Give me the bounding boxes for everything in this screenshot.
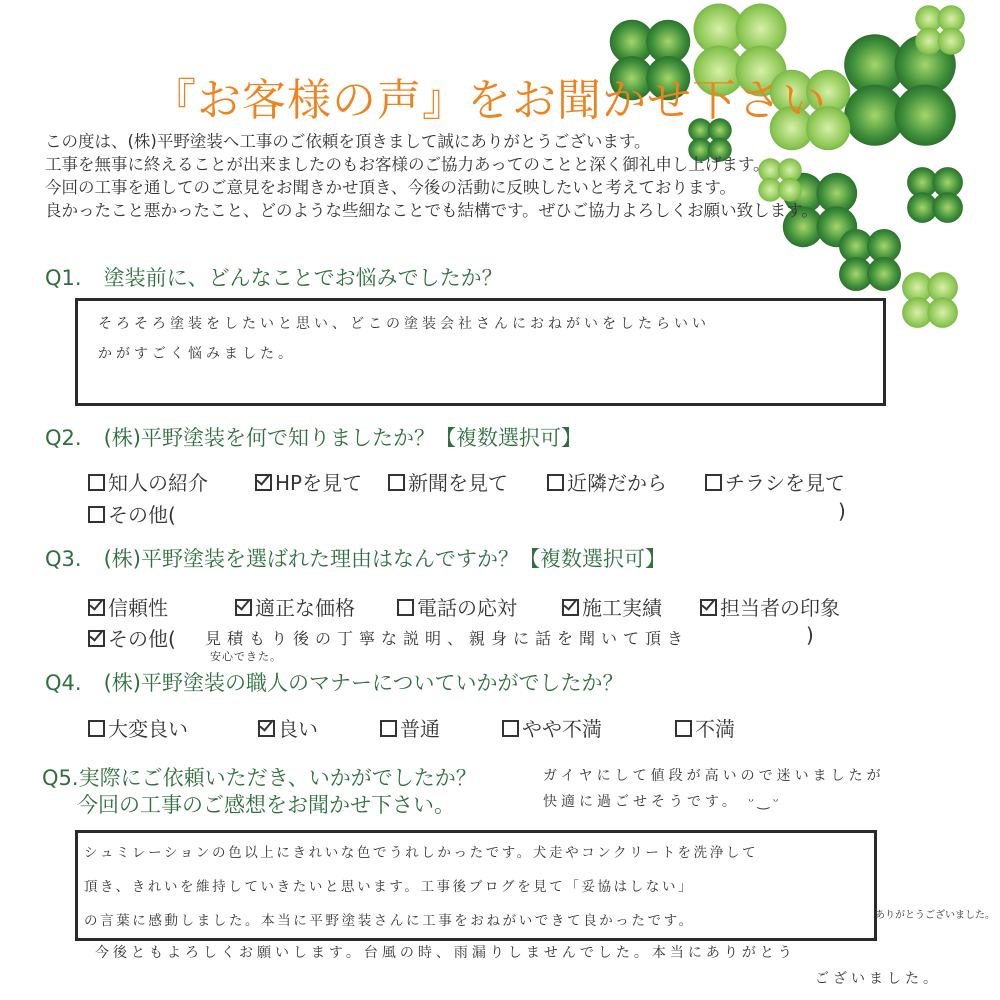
handwritten-other-reason: 見積もり後の丁寧な説明、親身に話を聞いて頂き	[205, 629, 690, 648]
option-label: 大変良い	[108, 717, 188, 741]
question-5-line1	[42, 762, 477, 792]
option-label: 不満	[695, 717, 735, 741]
checkbox[interactable]	[547, 474, 564, 491]
question-5-line2: 今回の工事のご感想をお聞かせ下さい。	[77, 793, 455, 817]
intro-line: この度は、(株)平野塗装へ工事のご依頼を頂きまして誠にありがとうございます。	[45, 132, 651, 151]
option-label: 担当者の印象	[720, 596, 840, 620]
option-q4-1[interactable]	[88, 713, 188, 742]
checkbox[interactable]	[705, 474, 722, 491]
question-text: (株)平野塗装を何で知りましたか？【複数選択可】	[103, 426, 582, 450]
handwritten-answer-line: ございました。	[815, 971, 941, 987]
option-q2-1[interactable]	[88, 467, 208, 496]
question-number: Q1.	[45, 266, 82, 290]
answer-box-q5[interactable]	[75, 830, 877, 941]
checkbox[interactable]	[502, 720, 519, 737]
intro-line: 今回の工事を通してのご意見をお聞きかせ頂き、今後の活動に反映したいと考えております。	[45, 178, 737, 197]
option-q3-1[interactable]	[88, 592, 168, 621]
option-q2-3[interactable]	[388, 467, 508, 496]
checkbox[interactable]	[88, 720, 105, 737]
question-number: Q2.	[45, 426, 82, 450]
question-text: (株)平野塗装の職人のマナーについていかがでしたか？	[103, 671, 624, 695]
option-label: 新聞を見て	[408, 471, 508, 495]
intro-line: 良かったこと悪かったこと、どのような些細なことでも結構です。ぜひご協力よろしくお願い致します。	[45, 201, 818, 220]
handwritten-answer-line: かがすごく悩みました。	[98, 346, 296, 362]
option-label: 知人の紹介	[108, 471, 208, 495]
option-q3-2[interactable]	[235, 592, 355, 621]
question-text: 塗装前に、どんなことでお悩みでしたか？	[103, 266, 503, 290]
checkbox[interactable]	[388, 474, 405, 491]
checkbox-checked[interactable]	[700, 599, 717, 616]
question-1	[45, 262, 503, 292]
handwritten-note: 快適に過ごせそうです。 ᵕ‿ᵕ	[543, 794, 783, 810]
question-number: Q3.	[45, 547, 82, 571]
question-3	[45, 543, 666, 573]
question-number: Q5.	[42, 766, 79, 790]
question-4	[45, 667, 624, 697]
option-q3-other[interactable]	[88, 623, 176, 652]
option-q3-3[interactable]	[397, 592, 517, 621]
paren-close: )	[838, 499, 846, 523]
option-label: その他(	[108, 503, 176, 527]
question-text: 実際にご依頼いただき、いかがでしたか？	[78, 766, 477, 790]
checkbox[interactable]	[397, 599, 414, 616]
option-label: 良い	[278, 717, 318, 741]
question-text: (株)平野塗装を選ばれた理由はなんですか？【複数選択可】	[103, 547, 666, 571]
page-title: 『お客様の声』をお聞かせ下さい	[152, 75, 827, 126]
option-q4-2[interactable]	[258, 713, 318, 742]
handwritten-answer-line: の言葉に感動しました。本当に平野塗装さんに工事をおねがいできて良かったです。	[84, 913, 695, 929]
checkbox[interactable]	[88, 474, 105, 491]
option-q2-2[interactable]	[255, 467, 362, 496]
handwritten-answer-line: 今後ともよろしくお願いします。台風の時、雨漏りしませんでした。本当にありがとう	[95, 945, 796, 961]
option-label: 近隣だから	[567, 471, 667, 495]
answer-box-q1[interactable]	[75, 298, 886, 406]
handwritten-answer-tail: ありがとうございました。	[875, 910, 995, 921]
checkbox-checked[interactable]	[235, 599, 252, 616]
paren-close: )	[806, 623, 814, 647]
checkbox-checked[interactable]	[258, 720, 275, 737]
question-number: Q4.	[45, 671, 82, 695]
option-label: HPを見て	[275, 471, 363, 495]
checkbox-checked[interactable]	[88, 599, 105, 616]
intro-text	[45, 130, 818, 222]
option-label: 普通	[400, 717, 440, 741]
option-q2-other[interactable]	[88, 499, 176, 528]
option-label: 電話の応対	[417, 596, 517, 620]
option-label: 施工実績	[582, 596, 662, 620]
checkbox[interactable]	[380, 720, 397, 737]
handwritten-answer-line: 頂き、きれいを維持していきたいと思います。工事後ブログを見て「妥協はしない」	[84, 879, 695, 895]
handwritten-answer-line: そろそろ塗装をしたいと思い、どこの塗装会社さんにおねがいをしたらいい	[98, 316, 710, 332]
option-label: チラシを見て	[725, 471, 845, 495]
handwritten-answer-line: シュミレーションの色以上にきれいな色でうれしかったです。犬走やコンクリートを洗浄して	[84, 845, 759, 861]
option-q4-4[interactable]	[502, 713, 602, 742]
option-label: その他(	[108, 627, 176, 651]
checkbox[interactable]	[88, 506, 105, 523]
checkbox-checked[interactable]	[255, 474, 272, 491]
option-q3-5[interactable]	[700, 592, 840, 621]
handwritten-other-reason-2: 安心できた。	[210, 650, 282, 663]
option-q4-3[interactable]	[380, 713, 440, 742]
question-2	[45, 422, 582, 452]
option-q4-5[interactable]	[675, 713, 735, 742]
option-label: 適正な価格	[255, 596, 355, 620]
option-label: やや不満	[522, 717, 602, 741]
checkbox-checked[interactable]	[562, 599, 579, 616]
intro-line: 工事を無事に終えることが出来ましたのもお客様のご協力あってのことと深く御礼申し上げます。	[45, 155, 770, 174]
option-q2-5[interactable]	[705, 467, 845, 496]
checkbox[interactable]	[675, 720, 692, 737]
option-q2-4[interactable]	[547, 467, 667, 496]
checkbox-checked[interactable]	[88, 630, 105, 647]
option-q3-4[interactable]	[562, 592, 662, 621]
handwritten-note: ガイヤにして値段が高いので迷いましたが	[543, 768, 885, 784]
option-label: 信頼性	[108, 596, 168, 620]
